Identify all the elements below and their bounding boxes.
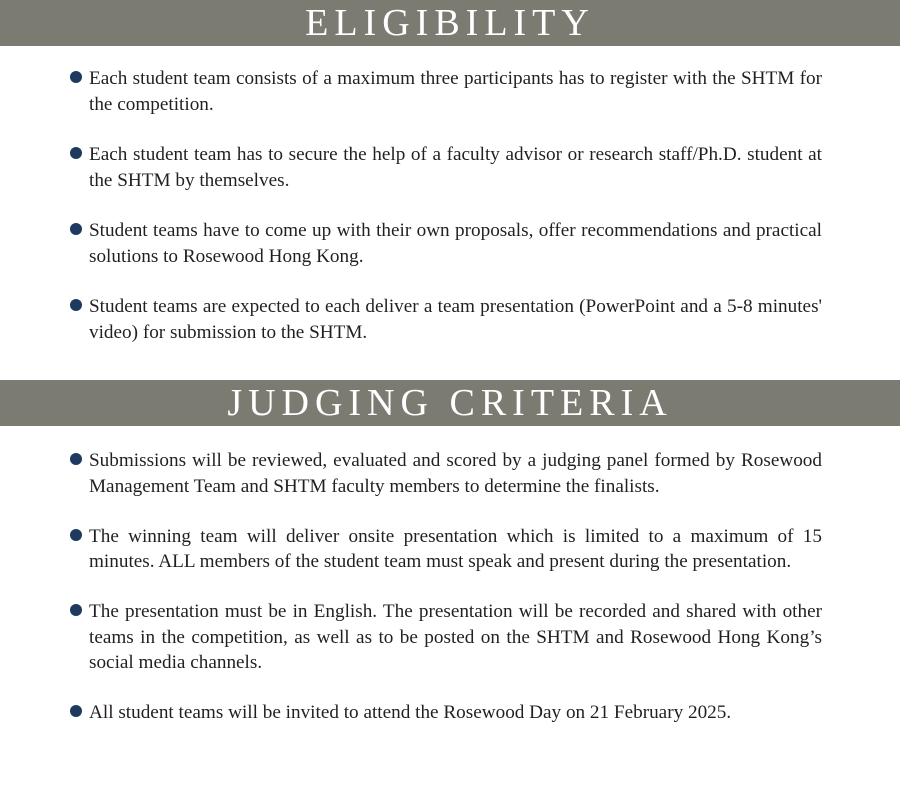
list-item-text: Student teams have to come up with their own proposals, offer recommendations and practical solutions to Rosewood Hong Kong. xyxy=(89,220,822,267)
bullet-icon xyxy=(70,71,82,83)
judging-criteria-heading-band xyxy=(0,380,900,426)
bullet-icon xyxy=(70,529,82,541)
list-item-text: The presentation must be in English. The presentation will be recorded and shared with other teams in the competition, as well as to be posted on the SHTM and Rosewood Hong Kong’s social media channels. xyxy=(89,601,822,673)
eligibility-heading: ELIGIBILITY xyxy=(305,2,595,44)
list-item-text: All student teams will be invited to attend the Rosewood Day on 21 February 2025. xyxy=(89,702,732,723)
bullet-icon xyxy=(70,705,82,717)
list-item xyxy=(70,599,822,676)
list-item xyxy=(70,700,822,726)
list-item-text: Each student team consists of a maximum three participants has to register with the SHTM for the competition. xyxy=(89,68,822,115)
list-item-text: Each student team has to secure the help of a faculty advisor or research staff/Ph.D. student at the SHTM by themselves. xyxy=(89,144,822,191)
eligibility-heading-band xyxy=(0,0,900,46)
judging-criteria-list xyxy=(70,448,822,750)
judging-criteria-heading: JUDGING CRITERIA xyxy=(227,382,673,424)
list-item xyxy=(70,294,822,345)
bullet-icon xyxy=(70,299,82,311)
list-item xyxy=(70,448,822,499)
bullet-icon xyxy=(70,604,82,616)
eligibility-list xyxy=(70,66,822,370)
bullet-icon xyxy=(70,453,82,465)
list-item xyxy=(70,524,822,575)
list-item-text: Submissions will be reviewed, evaluated and scored by a judging panel formed by Rosewood Management Team and SHTM faculty members to determine the finalists. xyxy=(89,450,822,497)
list-item xyxy=(70,66,822,117)
bullet-icon xyxy=(70,147,82,159)
list-item-text: Student teams are expected to each deliver a team presentation (PowerPoint and a 5-8 minutes' video) for submission to the SHTM. xyxy=(89,296,822,343)
list-item-text: The winning team will deliver onsite presentation which is limited to a maximum of 15 minutes. ALL members of the student team must speak and present during the presentation. xyxy=(89,525,822,572)
list-item xyxy=(70,218,822,269)
bullet-icon xyxy=(70,223,82,235)
list-item xyxy=(70,142,822,193)
